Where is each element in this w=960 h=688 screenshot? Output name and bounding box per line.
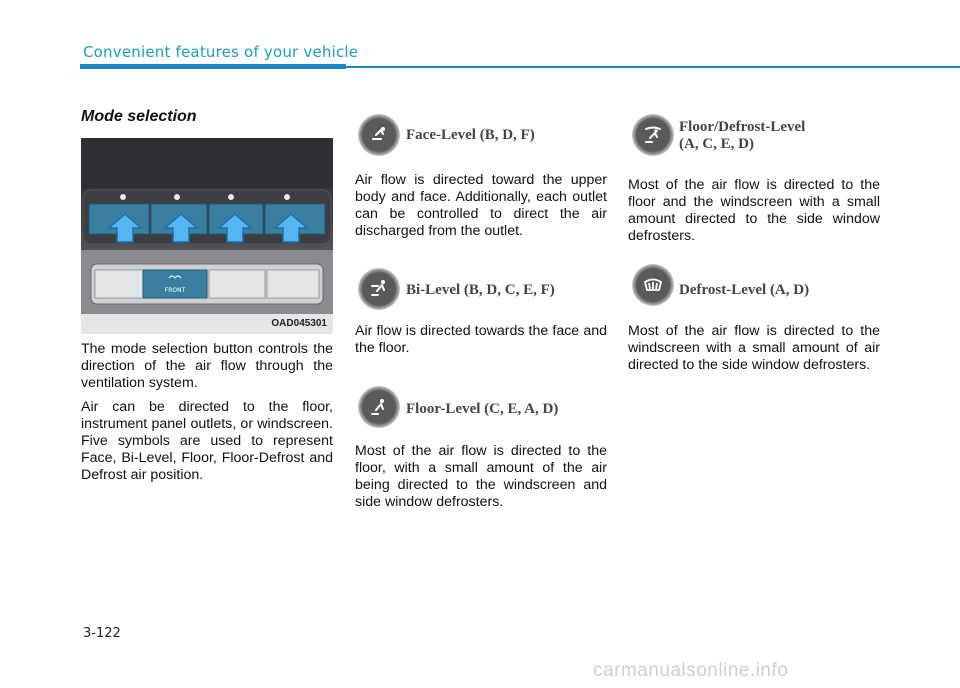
face-level-icon xyxy=(358,114,400,156)
floor-level-heading: Floor-Level (C, E, A, D) xyxy=(406,401,559,417)
bi-level-text: Air flow is directed towards the face and the floor. xyxy=(355,323,607,356)
mode-buttons-photo xyxy=(81,138,333,314)
section-title: Mode selection xyxy=(81,108,197,125)
defrost-level-icon xyxy=(632,264,674,306)
header-rule-thick xyxy=(80,64,346,69)
bi-level-heading: Bi-Level (B, D, C, E, F) xyxy=(406,282,555,298)
bi-level-icon xyxy=(358,268,400,310)
intro-paragraph-2: Air can be directed to the floor, instrument panel outlets, or windscreen. Five symbols are used to represent Face, Bi-Level, Floor, Floor-Defrost and Defrost air position. xyxy=(81,399,333,483)
floor-defrost-level-icon xyxy=(632,114,674,156)
watermark: carmanualsonline.info xyxy=(593,660,789,681)
face-level-heading: Face-Level (B, D, F) xyxy=(406,127,535,143)
floor-defrost-level-text: Most of the air flow is directed to the floor and the windscreen with a small amount directed to the side window defrosters. xyxy=(628,177,880,244)
floor-defrost-level-heading-line1: Floor/Defrost-Level xyxy=(679,119,806,135)
defrost-level-text: Most of the air flow is directed to the windscreen with a small amount of air directed to the side window defrosters. xyxy=(628,323,880,373)
photo-caption: OAD045301 xyxy=(271,318,327,329)
climate-panel-illustration xyxy=(81,138,333,314)
face-level-text: Air flow is directed toward the upper body and face. Additionally, each outlet can be controlled to direct the air discharged from the outlet. xyxy=(355,172,607,239)
photo-caption-box xyxy=(81,314,333,334)
header-title: Convenient features of your vehicle xyxy=(83,43,359,61)
defrost-level-heading: Defrost-Level (A, D) xyxy=(679,282,810,298)
floor-defrost-level-heading-line2: (A, C, E, D) xyxy=(679,136,754,152)
front-button-label: FRONT xyxy=(164,287,186,294)
page-number: 3-122 xyxy=(83,626,121,641)
header-rule-thin xyxy=(346,66,960,68)
floor-level-text: Most of the air flow is directed to the floor, with a small amount of the air being directed to the windscreen and side window defrosters. xyxy=(355,443,607,510)
floor-level-icon xyxy=(358,386,400,428)
intro-paragraph-1: The mode selection button controls the direction of the air flow through the ventilation system. xyxy=(81,341,333,391)
